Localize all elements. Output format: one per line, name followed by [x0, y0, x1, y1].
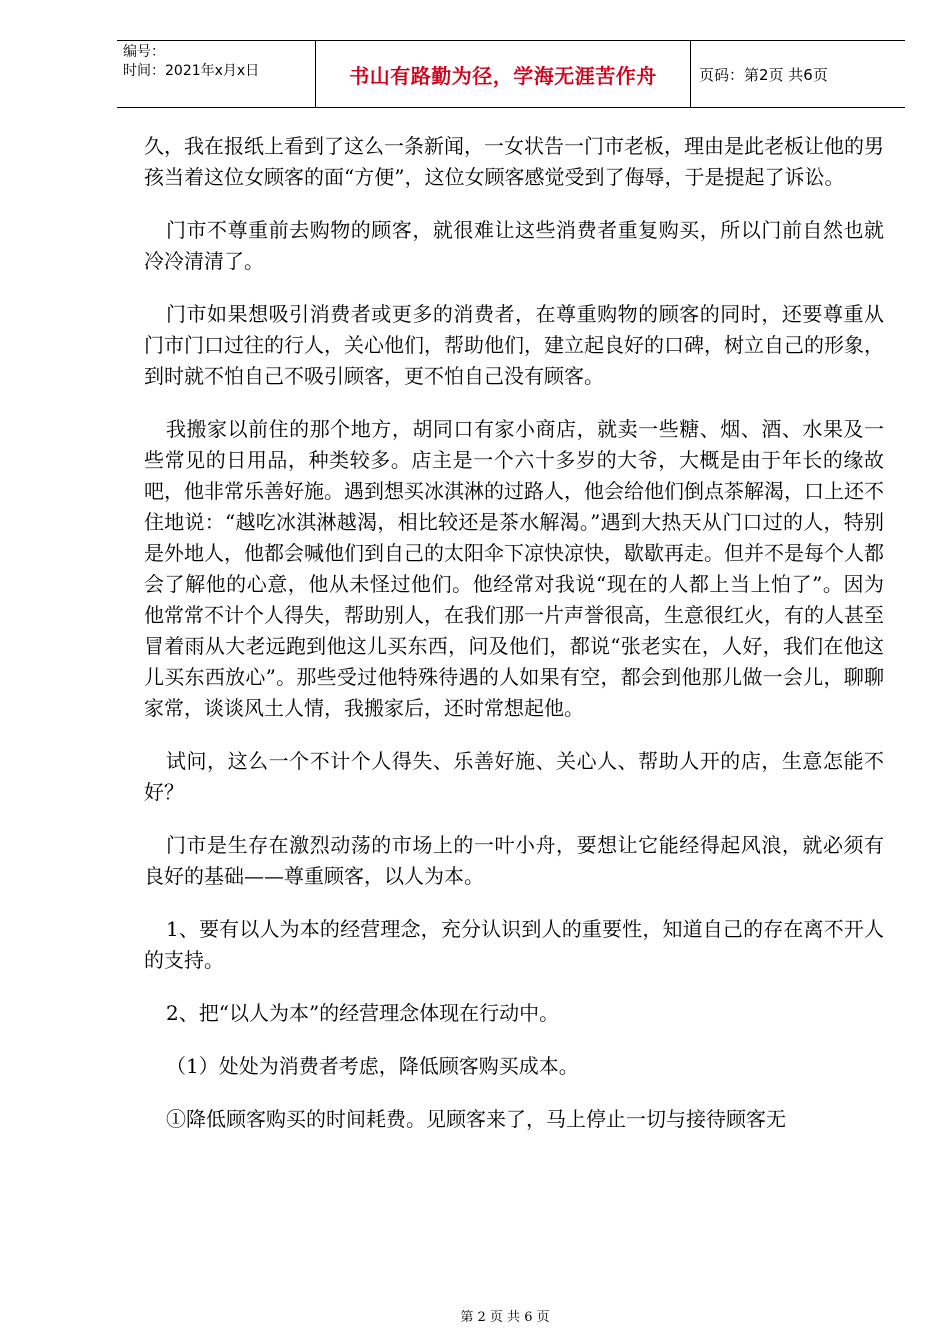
header-page-info: 页码：第2页 共6页 — [699, 65, 828, 84]
paragraph: 试问，这么一个不计个人得失、乐善好施、关心人、帮助人开的店，生意怎能不好？ — [144, 749, 884, 804]
page-header — [117, 40, 905, 108]
paragraph: 门市是生存在激烈动荡的市场上的一叶小舟，要想让它能经得起风浪，就必须有良好的基础——尊重顾客，以人为本。 — [144, 833, 884, 888]
time-label: 时间：2021年x月x日 — [123, 63, 260, 79]
page-footer: 第 2 页 共 6 页 — [460, 1310, 550, 1325]
paragraph: （1）处处为消费者考虑，降低顾客购买成本。 — [166, 1054, 579, 1078]
paragraph: ①降低顾客购买的时间耗费。见顾客来了，马上停止一切与接待顾客无 — [166, 1107, 786, 1131]
code-label: 编号： — [123, 44, 165, 60]
paragraph: 2、把“以人为本”的经营理念体现在行动中。 — [166, 1001, 560, 1025]
header-motto-cell — [315, 41, 691, 107]
paragraph: 久，我在报纸上看到了这么一条新闻，一女状告一门市老板，理由是此老板让他的男孩当着这位女顾客的面“方便”，这位女顾客感觉受到了侮辱，于是提起了诉讼。 — [144, 134, 884, 189]
paragraph: 1、要有以人为本的经营理念，充分认识到人的重要性，知道自己的存在离不开人的支持。 — [144, 917, 884, 972]
motto-text: 书山有路勤为径，学海无涯苦作舟 — [349, 63, 657, 88]
header-meta — [117, 41, 315, 107]
paragraph: 门市不尊重前去购物的顾客，就很难让这些消费者重复购买，所以门前自然也就冷冷清清了。 — [144, 218, 884, 273]
paragraph: 门市如果想吸引消费者或更多的消费者，在尊重购物的顾客的同时，还要尊重从门市门口过往的行人，关心他们，帮助他们，建立起良好的口碑，树立自己的形象，到时就不怕自己不吸引顾客，更不怕自己没有顾客。 — [144, 302, 884, 388]
document-body — [144, 131, 884, 1157]
paragraph: 我搬家以前住的那个地方，胡同口有家小商店，就卖一些糖、烟、酒、水果及一些常见的日用品，种类较多。店主是一个六十多岁的大爷，大概是由于年长的缘故吧，他非常乐善好施。遇到想买冰淇淋的过路人，他会给他们倒点茶解渴，口上还不住地说：“越吃冰淇淋越渴，相比较还是茶水解渴。”遇到大热天从门口过的人，特别是外地人，他都会喊他们到自己的太阳伞下凉快凉快，歇歇再走。但并不是每个人都会了解他的心意，他从未怪过他们。他经常对我说“现在的人都上当上怕了”。因为他常常不计个人得失，帮助别人，在我们那一片声誉很高，生意很红火，有的人甚至冒着雨从大老远跑到他这儿买东西，问及他们，都说“张老实在，人好，我们在他这儿买东西放心”。那些受过他特殊待遇的人如果有空，都会到他那儿做一会儿，聊聊家常，谈谈风土人情，我搬家后，还时常想起他。 — [144, 417, 884, 720]
